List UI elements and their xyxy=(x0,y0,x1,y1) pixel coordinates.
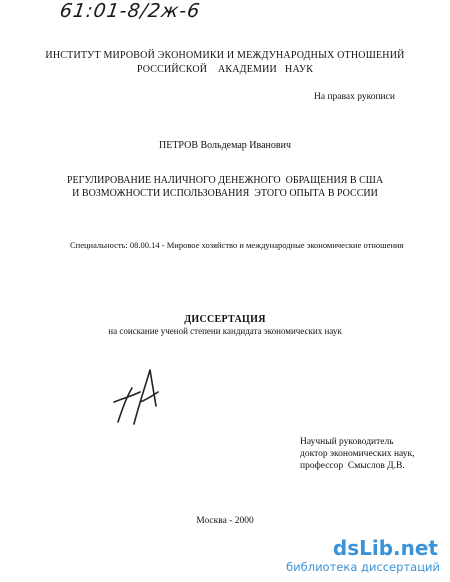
title-line-2: И ВОЗМОЖНОСТИ ИСПОЛЬЗОВАНИЯ ЭТОГО ОПЫТА В РОССИИ xyxy=(72,188,378,199)
degree-line: на соискание ученой степени кандидата экономических наук xyxy=(108,326,342,336)
city-year: Москва - 2000 xyxy=(196,516,254,526)
specialty-line: Специальность: 08.00.14 - Мировое хозяйство и международные экономические отношения xyxy=(70,240,404,250)
supervisor-line-2: доктор экономических наук, xyxy=(300,449,415,459)
watermark-caption[interactable]: библиотека диссертаций xyxy=(286,560,440,574)
institute-line-1: ИНСТИТУТ МИРОВОЙ ЭКОНОМИКИ И МЕЖДУНАРОДНЫХ ОТНОШЕНИЙ xyxy=(45,50,405,61)
supervisor-line-3: профессор Смыслов Д.В. xyxy=(300,461,405,471)
institute-name xyxy=(0,49,450,77)
handwritten-catalog-number: 61:01-8/2ж-6 xyxy=(58,0,202,22)
signature xyxy=(110,362,170,432)
supervisor-line-1: Научный руководитель xyxy=(300,437,394,447)
manuscript-rights: На правах рукописи xyxy=(314,92,395,102)
title-line-1: РЕГУЛИРОВАНИЕ НАЛИЧНОГО ДЕНЕЖНОГО ОБРАЩЕНИЯ В США xyxy=(66,175,384,186)
author-name: ПЕТРОВ Вольдемар Иванович xyxy=(158,140,292,151)
document-type: ДИССЕРТАЦИЯ xyxy=(184,314,266,325)
watermark-logo[interactable]: dsLib.net xyxy=(332,536,438,560)
institute-line-2: РОССИЙСКОЙ АКАДЕМИИ НАУК xyxy=(136,64,314,75)
dissertation-title xyxy=(0,174,450,200)
supervisor-block xyxy=(300,436,415,472)
